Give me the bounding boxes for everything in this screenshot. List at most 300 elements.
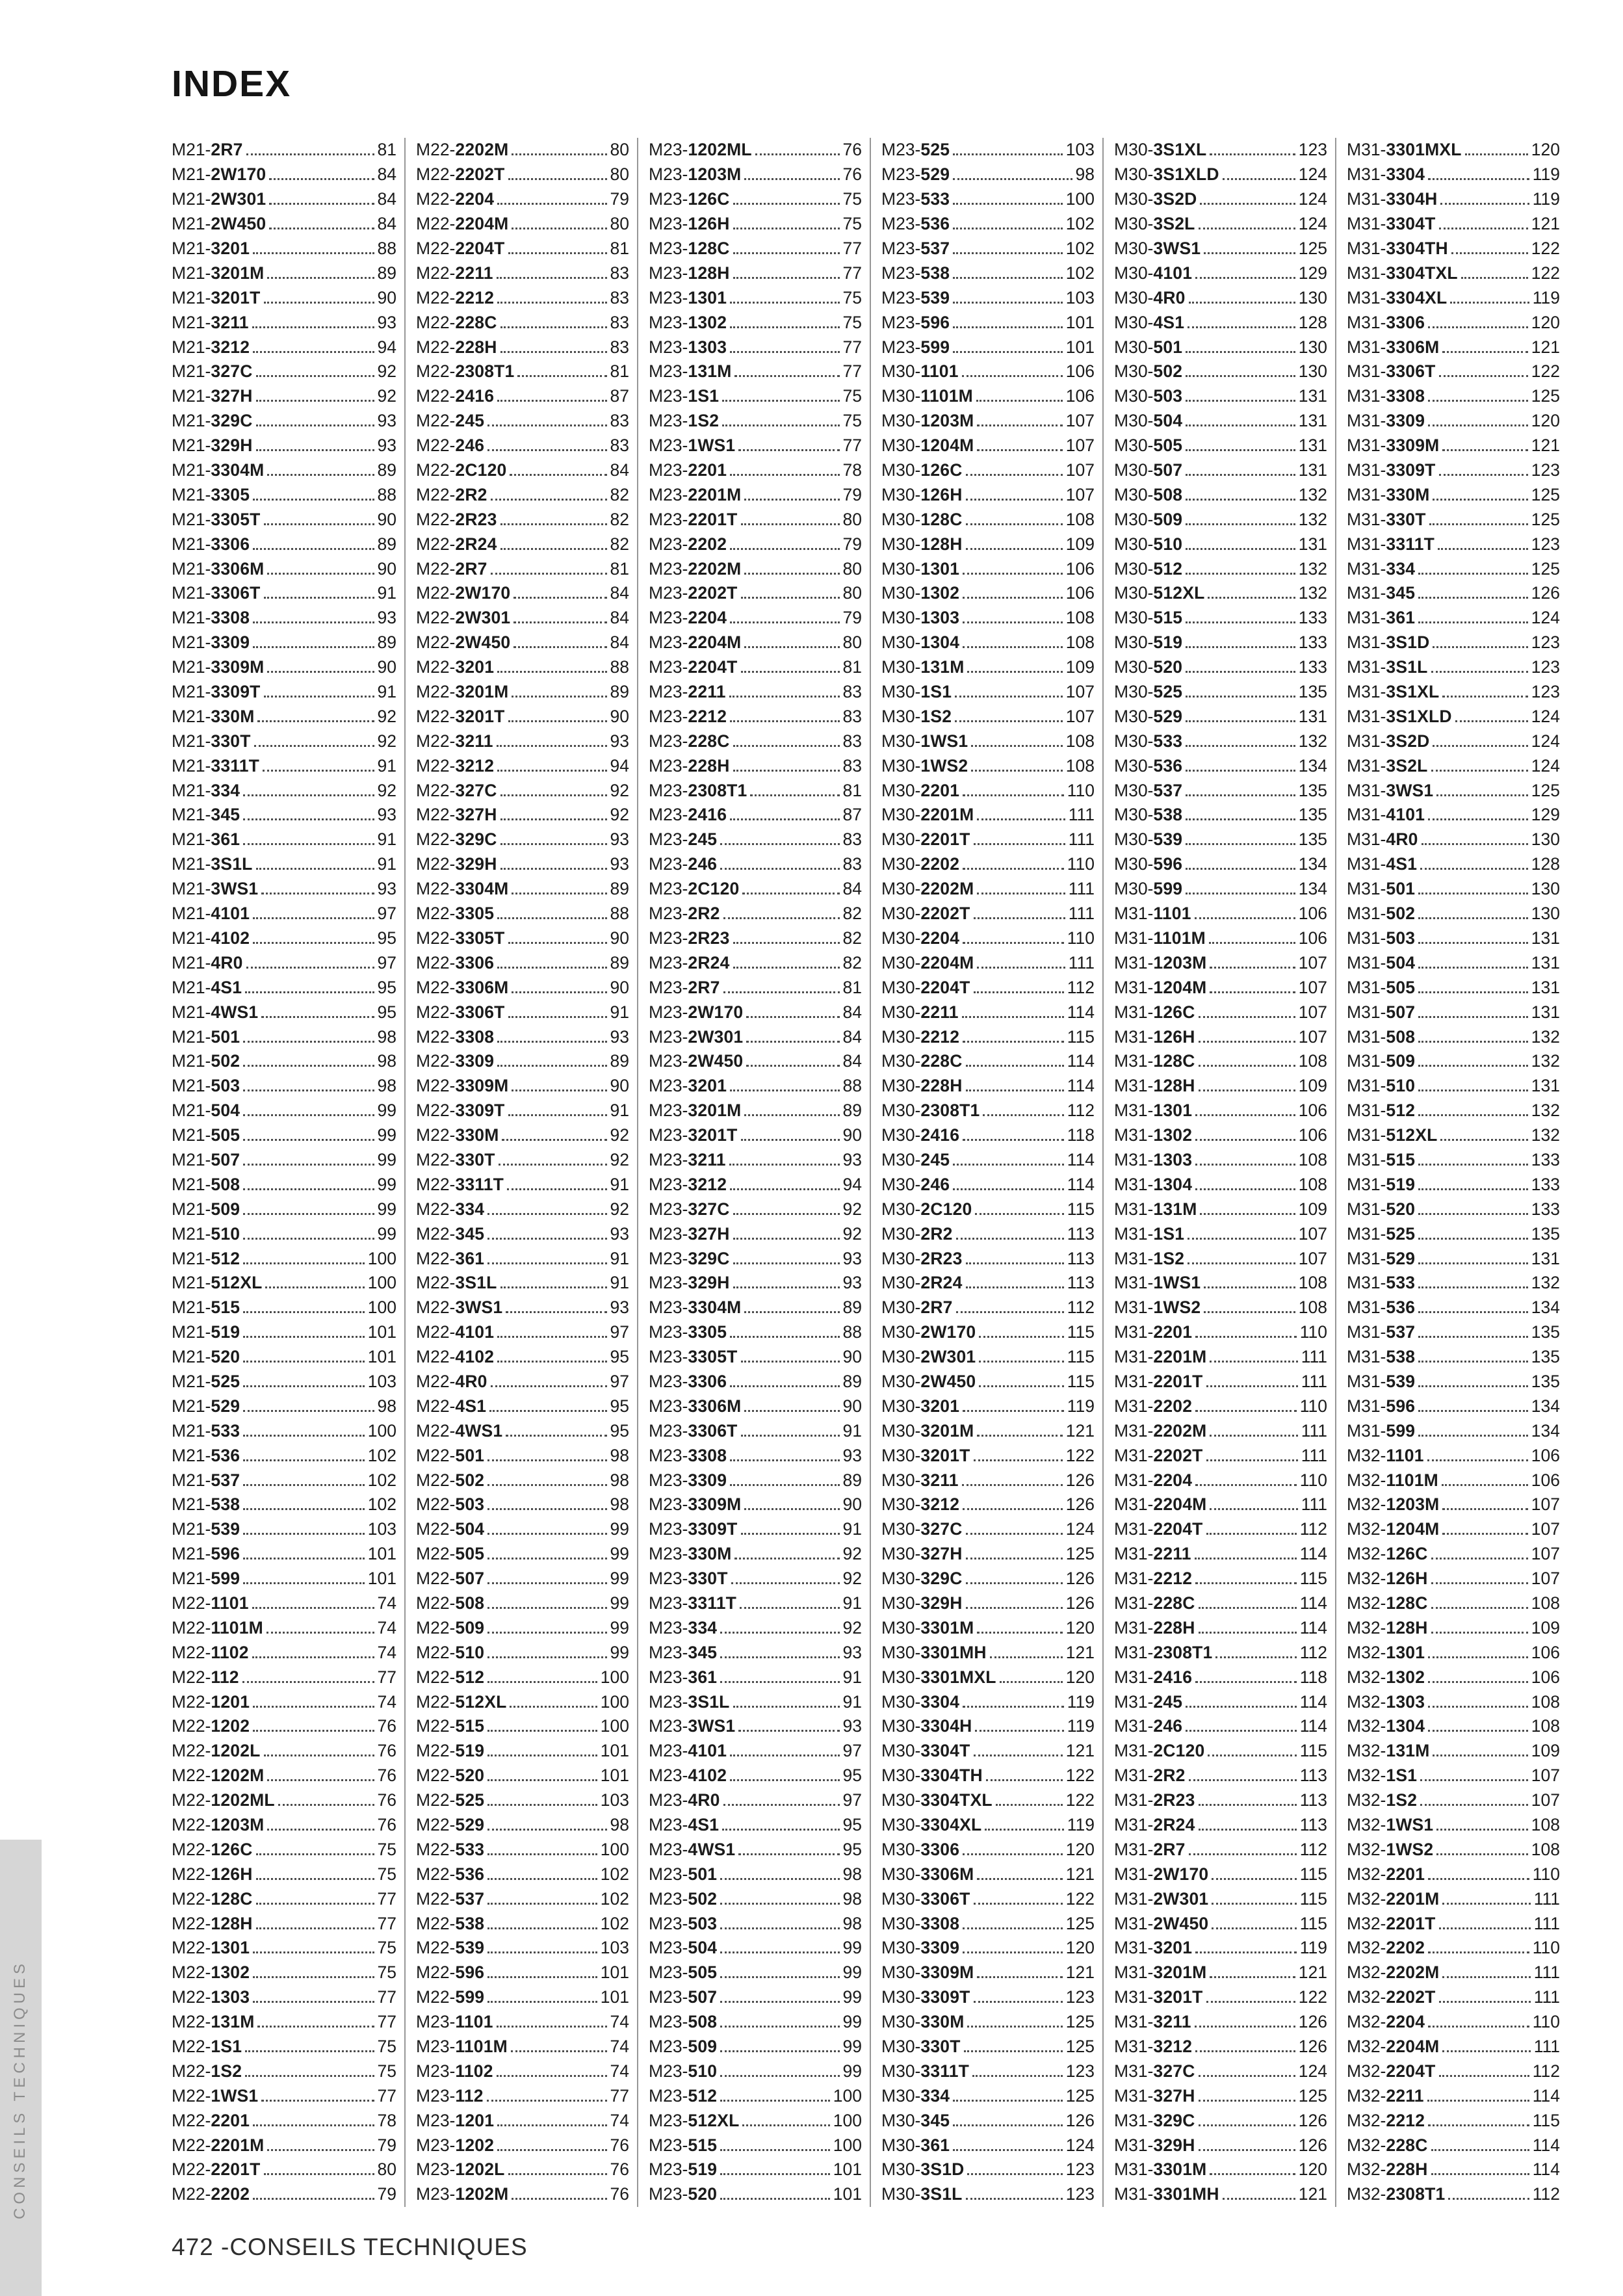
index-entry: [172, 163, 396, 187]
index-entry: [1114, 1788, 1327, 1813]
index-entry: [881, 1689, 1095, 1714]
index-entry: [416, 1615, 629, 1640]
index-entry: [881, 1985, 1095, 2010]
index-entry: [416, 1148, 629, 1173]
dot-leader: [512, 696, 606, 698]
dot-leader: [497, 2026, 607, 2028]
dot-leader: [733, 1706, 840, 1708]
dot-leader: [243, 1065, 374, 1067]
index-entry: [649, 704, 862, 729]
index-entry: [172, 1764, 396, 1788]
entry-page: 107: [1298, 1002, 1327, 1022]
entry-page: 81: [842, 780, 862, 800]
sidebar-label: CONSEILS TECHNIQUES: [11, 1960, 29, 2219]
index-entry: [1347, 1689, 1560, 1714]
dot-leader: [963, 597, 1063, 599]
entry-page: 102: [600, 1913, 629, 1933]
dot-leader: [963, 1410, 1064, 1412]
entry-code: M31-3306T: [1347, 361, 1436, 382]
index-entry: [881, 926, 1095, 951]
entry-page: 88: [610, 657, 629, 677]
dot-leader: [979, 1361, 1063, 1363]
dot-leader: [730, 1188, 839, 1190]
index-entry: [416, 2133, 629, 2158]
index-entry: [416, 581, 629, 606]
entry-code: M23-2201T: [649, 509, 738, 529]
entry-code: M30-3S1L: [881, 2184, 963, 2204]
index-entry: [649, 1172, 862, 1197]
entry-code: M31-1101M: [1114, 928, 1206, 948]
index-entry: [1114, 212, 1327, 237]
dot-leader: [730, 621, 839, 623]
index-entry: [881, 335, 1095, 359]
entry-code: M23-3309M: [649, 1494, 742, 1515]
index-entry: [172, 1370, 396, 1394]
entry-page: 110: [1532, 1864, 1560, 1884]
dot-leader: [487, 1927, 597, 1929]
entry-code: M31-330M: [1347, 484, 1430, 504]
index-entry: [1114, 1665, 1327, 1689]
entry-page: 93: [610, 1026, 629, 1047]
entry-page: 80: [842, 633, 862, 653]
entry-code: M23-536: [881, 214, 950, 234]
entry-page: 90: [377, 509, 396, 529]
entry-code: M30-334: [881, 2085, 950, 2106]
index-entry: [881, 2182, 1095, 2207]
entry-page: 91: [377, 583, 396, 603]
index-entry: [1347, 2108, 1560, 2133]
entry-code: M30-2204M: [881, 952, 974, 972]
entry-page: 93: [842, 1149, 862, 1169]
entry-page: 75: [377, 1864, 396, 1884]
entry-page: 112: [1299, 1519, 1327, 1539]
index-entry: [1347, 1961, 1560, 1985]
entry-page: 84: [842, 1002, 862, 1022]
entry-page: 125: [1065, 1544, 1095, 1564]
entry-page: 125: [1065, 2037, 1095, 2057]
entry-code: M32-1303: [1347, 1691, 1425, 1712]
entry-page: 107: [1065, 411, 1095, 431]
entry-page: 132: [1298, 509, 1327, 529]
entry-code: M31-2416: [1114, 1667, 1193, 1687]
dot-leader: [742, 893, 839, 894]
dot-leader: [243, 1114, 374, 1116]
entry-code: M22-1202L: [172, 1741, 261, 1761]
index-entry: [881, 1172, 1095, 1197]
dot-leader: [746, 1041, 839, 1043]
entry-page: 121: [1065, 1420, 1095, 1441]
dot-leader: [720, 2100, 830, 2102]
entry-code: M30-2R24: [881, 1273, 963, 1293]
dot-leader: [744, 499, 839, 501]
index-entry: [1114, 1320, 1327, 1345]
index-entry: [172, 1443, 396, 1468]
dot-leader: [253, 942, 374, 944]
index-entry: [1347, 2133, 1560, 2158]
index-entry: [416, 1296, 629, 1320]
entry-page: 108: [1298, 1149, 1327, 1169]
entry-page: 128: [1298, 312, 1327, 332]
index-entry: [416, 187, 629, 212]
index-entry: [1114, 1567, 1327, 1591]
entry-page: 84: [377, 189, 396, 209]
dot-leader: [1208, 597, 1295, 599]
entry-code: M31-3306: [1347, 312, 1425, 332]
entry-code: M21-3309: [172, 633, 250, 653]
entry-page: 124: [1065, 2135, 1095, 2155]
dot-leader: [254, 745, 374, 747]
dot-leader: [1195, 1484, 1297, 1486]
dot-leader: [1428, 1878, 1529, 1880]
entry-code: M30-596: [1114, 854, 1183, 874]
dot-leader: [1212, 1927, 1296, 1929]
index-entry: [1347, 1911, 1560, 1936]
index-entry: [1347, 1837, 1560, 1862]
entry-code: M23-2204M: [649, 633, 742, 653]
entry-page: 110: [1299, 1396, 1327, 1416]
dot-leader: [1195, 1951, 1297, 1953]
entry-code: M30-2C120: [881, 1199, 972, 1219]
entry-page: 98: [842, 1913, 862, 1933]
entry-page: 92: [842, 1569, 862, 1589]
dot-leader: [512, 2198, 606, 2200]
entry-code: M23-4S1: [649, 1815, 720, 1834]
dot-leader: [1428, 1706, 1528, 1708]
dot-leader: [1195, 917, 1295, 919]
entry-code: M22-2204: [416, 189, 495, 209]
entry-code: M31-3304H: [1347, 189, 1438, 209]
entry-page: 114: [1067, 1076, 1095, 1096]
entry-code: M30-329H: [881, 1593, 963, 1613]
entry-page: 99: [377, 1174, 396, 1194]
index-entry: [1114, 237, 1327, 261]
dot-leader: [513, 621, 606, 623]
dot-leader: [966, 1558, 1063, 1559]
dot-leader: [256, 424, 374, 426]
index-entry: [1114, 1886, 1327, 1911]
index-entry: [1114, 655, 1327, 680]
entry-code: M30-2R2: [881, 1223, 953, 1244]
dot-leader: [1188, 1262, 1295, 1264]
entry-page: 131: [1531, 1002, 1560, 1022]
index-entry: [172, 1418, 396, 1443]
entry-code: M23-361: [649, 1667, 718, 1687]
index-entry: [649, 434, 862, 458]
entry-page: 91: [842, 1691, 862, 1712]
dot-leader: [497, 277, 607, 279]
index-entry: [416, 1567, 629, 1591]
index-entry: [1347, 1567, 1560, 1591]
entry-page: 75: [377, 2037, 396, 2057]
index-entry: [172, 1911, 396, 1936]
dot-leader: [1418, 1089, 1528, 1091]
entry-code: M31-3S1XL: [1347, 682, 1440, 702]
index-entry: [1347, 1591, 1560, 1616]
entry-page: 124: [1531, 706, 1560, 726]
entry-code: M31-3311T: [1347, 534, 1435, 554]
entry-code: M21-538: [172, 1494, 240, 1515]
dot-leader: [974, 1459, 1063, 1461]
index-entry: [1347, 606, 1560, 631]
entry-page: 99: [842, 1987, 862, 2007]
entry-code: M31-2C120: [1114, 1741, 1205, 1761]
index-entry: [1114, 2059, 1327, 2083]
dot-leader: [267, 573, 374, 575]
index-entry: [416, 1739, 629, 1764]
dot-leader: [1189, 1779, 1297, 1781]
dot-leader: [1186, 745, 1295, 747]
entry-code: M31-228H: [1114, 1617, 1195, 1637]
entry-code: M22-3305T: [416, 928, 505, 948]
dot-leader: [243, 1262, 365, 1264]
entry-page: 125: [1298, 239, 1327, 258]
dot-leader: [744, 1311, 839, 1313]
dot-leader: [1186, 1730, 1297, 1732]
entry-page: 98: [377, 1396, 396, 1416]
entry-page: 99: [377, 1223, 396, 1244]
dot-leader: [733, 228, 840, 229]
dot-leader: [487, 449, 606, 451]
dot-leader: [256, 375, 374, 377]
index-entry: [649, 778, 862, 803]
entry-page: 134: [1531, 1396, 1560, 1416]
index-entry: [649, 2010, 862, 2035]
entry-code: M22-2201M: [172, 2135, 265, 2155]
entry-code: M32-1101M: [1347, 1470, 1438, 1490]
index-entry: [1347, 680, 1560, 705]
entry-code: M32-128H: [1347, 1617, 1428, 1637]
entry-page: 107: [1531, 1569, 1560, 1589]
dot-leader: [1199, 2100, 1295, 2102]
entry-code: M30-1301: [881, 558, 960, 579]
entry-page: 121: [1065, 1642, 1095, 1662]
entry-page: 103: [1065, 287, 1095, 307]
index-entry: [172, 237, 396, 261]
entry-page: 132: [1298, 558, 1327, 579]
entry-page: 101: [367, 1544, 396, 1564]
dot-leader: [497, 1361, 606, 1363]
dot-leader: [966, 1533, 1063, 1535]
entry-code: M23-2W301: [649, 1026, 744, 1047]
entry-page: 119: [1067, 1396, 1095, 1416]
dot-leader: [1199, 1065, 1295, 1067]
index-entry: [1114, 261, 1327, 285]
entry-code: M31-3201T: [1114, 1987, 1203, 2007]
dot-leader: [269, 228, 374, 229]
entry-code: M30-2202M: [881, 879, 974, 899]
entry-page: 92: [842, 1199, 862, 1219]
index-entry: [1347, 1985, 1560, 2010]
entry-page: 83: [610, 436, 629, 456]
dot-leader: [1195, 1188, 1295, 1190]
entry-code: M21-3305T: [172, 509, 261, 529]
entry-code: M30-3S1D: [881, 2159, 965, 2180]
entry-code: M22-504: [416, 1519, 485, 1539]
dot-leader: [487, 1755, 597, 1756]
dot-leader: [720, 1632, 839, 1634]
entry-code: M30-245: [881, 1149, 950, 1169]
entry-code: M31-3304: [1347, 164, 1425, 185]
entry-code: M21-3311T: [172, 755, 260, 776]
dot-leader: [966, 548, 1063, 550]
entry-code: M23-3309: [649, 1470, 727, 1490]
entry-page: 99: [610, 1617, 629, 1637]
entry-page: 107: [1298, 1223, 1327, 1244]
entry-page: 82: [842, 928, 862, 948]
entry-page: 98: [842, 1864, 862, 1884]
entry-page: 106: [1298, 928, 1327, 948]
entry-page: 76: [610, 2135, 629, 2155]
dot-leader: [497, 2075, 607, 2077]
index-entry: [649, 237, 862, 261]
dot-leader: [1209, 942, 1295, 944]
index-entry: [172, 1148, 396, 1173]
entry-code: M22-2416: [416, 386, 495, 406]
dot-leader: [1186, 548, 1295, 550]
entry-page: 122: [1531, 263, 1560, 283]
entry-page: 76: [377, 1815, 396, 1834]
entry-page: 111: [1068, 904, 1095, 924]
index-entry: [881, 1049, 1095, 1074]
index-entry: [416, 680, 629, 705]
dot-leader: [497, 2149, 606, 2151]
entry-code: M22-3201M: [416, 682, 509, 702]
entry-page: 83: [610, 312, 629, 332]
dot-leader: [253, 499, 374, 501]
entry-page: 131: [1298, 460, 1327, 480]
index-entry: [1114, 2010, 1327, 2035]
index-entry: [416, 434, 629, 458]
entry-code: M23-510: [649, 2061, 718, 2081]
index-entry: [1114, 975, 1327, 1000]
dot-leader: [487, 1878, 597, 1880]
entry-page: 114: [1067, 1051, 1095, 1071]
index-entry: [881, 2133, 1095, 2158]
entry-code: M23-538: [881, 263, 950, 283]
entry-page: 75: [842, 312, 862, 332]
entry-page: 88: [377, 484, 396, 504]
index-entry: [1114, 335, 1327, 359]
dot-leader: [966, 1607, 1063, 1609]
index-entry: [881, 138, 1095, 163]
dot-leader: [506, 1311, 606, 1313]
dot-leader: [963, 1706, 1064, 1708]
entry-page: 135: [1298, 780, 1327, 800]
dot-leader: [253, 1976, 374, 1978]
entry-code: M23-329H: [649, 1273, 730, 1293]
entry-code: M22-596: [416, 1963, 485, 1983]
dot-leader: [487, 1656, 606, 1658]
entry-code: M31-245: [1114, 1691, 1183, 1712]
entry-code: M31-1S2: [1114, 1248, 1185, 1268]
dot-leader: [974, 991, 1064, 993]
entry-code: M23-519: [649, 2159, 718, 2180]
entry-code: M31-529: [1347, 1248, 1416, 1268]
entry-page: 83: [610, 411, 629, 431]
entry-code: M22-1202: [172, 1716, 250, 1736]
entry-code: M21-334: [172, 780, 240, 800]
entry-page: 114: [1532, 2135, 1560, 2155]
entry-code: M31-2202M: [1114, 1420, 1207, 1441]
index-entry: [881, 1024, 1095, 1049]
index-entry: [1114, 434, 1327, 458]
entry-page: 115: [1067, 1026, 1095, 1047]
entry-code: M21-539: [172, 1519, 240, 1539]
dot-leader: [489, 1410, 606, 1412]
dot-leader: [261, 893, 374, 894]
entry-code: M23-1WS1: [649, 436, 736, 456]
entry-page: 81: [377, 140, 396, 160]
entry-code: M22-327H: [416, 805, 497, 825]
entry-page: 134: [1298, 854, 1327, 874]
entry-page: 107: [1298, 1026, 1327, 1047]
entry-code: M31-2W450: [1114, 1913, 1209, 1933]
dot-leader: [264, 597, 374, 599]
index-entry: [649, 2083, 862, 2108]
index-entry: [416, 1689, 629, 1714]
index-entry: [1347, 950, 1560, 975]
index-entry: [881, 384, 1095, 409]
dot-leader: [1418, 1188, 1528, 1190]
dot-leader: [1418, 967, 1528, 969]
entry-code: M30-3212: [881, 1494, 960, 1515]
index-entry: [416, 237, 629, 261]
dot-leader: [1427, 2100, 1529, 2102]
dot-leader: [1186, 1706, 1297, 1708]
entry-code: M22-1101M: [172, 1617, 263, 1637]
entry-page: 98: [610, 1445, 629, 1465]
entry-page: 89: [377, 633, 396, 653]
index-entry: [1347, 1418, 1560, 1443]
entry-code: M31-3309M: [1347, 436, 1440, 456]
entry-code: M23-2R23: [649, 928, 730, 948]
dot-leader: [966, 499, 1063, 501]
entry-code: M23-4102: [649, 1766, 727, 1786]
dot-leader: [487, 1262, 606, 1264]
entry-page: 98: [610, 1815, 629, 1834]
entry-code: M22-4102: [416, 1347, 495, 1367]
entry-page: 91: [842, 1593, 862, 1613]
entry-code: M30-3304TH: [881, 1766, 983, 1786]
entry-page: 110: [1532, 2012, 1560, 2032]
index-entry: [416, 1764, 629, 1788]
entry-page: 90: [377, 558, 396, 579]
dot-leader: [1186, 671, 1295, 673]
index-entry: [649, 606, 862, 631]
index-entry: [1114, 950, 1327, 975]
dot-leader: [953, 228, 1063, 229]
entry-page: 100: [367, 1298, 396, 1318]
entry-code: M30-3309: [881, 1938, 960, 1958]
entry-page: 124: [1298, 214, 1327, 234]
index-entry: [1114, 1468, 1327, 1493]
index-entry: [172, 1665, 396, 1689]
index-entry: [881, 1197, 1095, 1221]
index-entry: [649, 1813, 862, 1838]
dot-leader: [1186, 818, 1295, 820]
index-entry: [1347, 458, 1560, 483]
index-entry: [172, 2010, 396, 2035]
index-entry: [172, 1024, 396, 1049]
entry-code: M22-3212: [416, 755, 495, 776]
dot-leader: [497, 770, 606, 772]
entry-code: M22-2R2: [416, 484, 487, 504]
index-entry: [881, 1640, 1095, 1665]
entry-page: 89: [842, 1298, 862, 1318]
entry-page: 129: [1298, 263, 1327, 283]
entry-page: 99: [842, 2012, 862, 2032]
entry-code: M31-2204T: [1114, 1519, 1203, 1539]
